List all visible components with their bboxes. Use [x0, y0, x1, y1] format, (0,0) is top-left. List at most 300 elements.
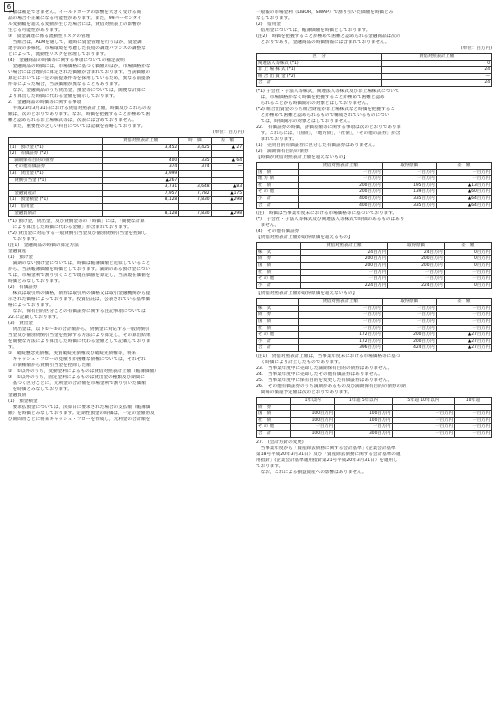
table-cell: 一百万円: [382, 319, 436, 326]
table-cell: (1) 預け金 (*1): [9, 144, 103, 151]
table-cell: 国 債: [257, 169, 299, 176]
table-cell: 債 券: [257, 404, 291, 411]
text-line: まれております。: [256, 136, 297, 142]
table-row: [257, 256, 492, 263]
table-cell: 貸倒引当金 (*1): [9, 177, 103, 184]
table-cell: 一百万円: [392, 417, 454, 424]
table-row: [9, 203, 244, 210]
table-cell: 一百万円: [444, 276, 491, 283]
table-cell: 社 債: [257, 269, 301, 276]
text-line: どによって，流動性リスクを管理しております。: [8, 52, 109, 57]
table-row: [257, 411, 492, 418]
text-line: (4) 金融商品の時価等に関する事項についての補足説明: [8, 58, 125, 63]
table-cell: ▲298: [211, 210, 243, 217]
table-cell: 172百万円: [298, 332, 382, 339]
table-row: [257, 312, 492, 319]
table-cell: 一百万円: [298, 319, 382, 326]
table-cell: 100百万円: [335, 417, 392, 424]
table-cell: (1) 預金積金 (*1): [9, 197, 103, 204]
text-line: ております。: [8, 237, 40, 243]
text-line: 当組合は，ALMを通して，適時に資金管理を行うほか，資金調: [8, 40, 142, 45]
table-cell: 国 債: [257, 319, 299, 326]
column-header: 区 分: [257, 54, 382, 61]
table-cell: 一百万円: [454, 424, 491, 431]
table-cell: 小 計: [257, 338, 299, 345]
table-cell: ▲27百万円: [436, 338, 491, 345]
table-cell: 396百万円: [298, 345, 382, 352]
table-cell: そ の 他: [257, 276, 301, 283]
text-line: す。: [8, 345, 17, 351]
text-line: 24. 当事業年度中に売却したその他有価証券はありません。: [256, 372, 384, 378]
table-cell: 合 計: [257, 202, 299, 209]
table-cell: ▲298: [211, 197, 243, 204]
table-cell: (2) 有価証券 (*2): [9, 151, 103, 158]
table-row: [257, 202, 492, 209]
text-line: 示された価格によっております。投資信託は，公表されている基準価: [8, 297, 151, 303]
table-cell: 一百万円: [454, 411, 491, 418]
table-cell: 一百万円: [291, 424, 335, 431]
table-cell: 組 合 出 資 金 (*2): [257, 73, 382, 80]
table-row: [9, 197, 244, 204]
table-cell: 7,957: [102, 190, 178, 197]
table-cell: ▲64百万円: [436, 195, 491, 202]
text-line: ル変動幅を超える変動が生じた場合には，貸借対照表上の影響が: [8, 22, 142, 27]
text-line: (*2) 貸出金に対応する一般貸倒引当金及び個別貸倒引当金を控除し: [8, 231, 147, 237]
text-line: なお，保有目的区分ごとの有価証券に関する注記事項については: [8, 309, 146, 315]
table-cell: [179, 170, 211, 177]
fair-value-table-wrap: [8, 137, 244, 217]
table-row: [257, 417, 492, 424]
table-row: [9, 144, 244, 151]
closing-text: [256, 440, 492, 476]
table-cell: 一百万円: [298, 312, 382, 319]
table-cell: 24: [382, 67, 492, 74]
table-cell: 0百万円: [444, 249, 491, 256]
left-intro-text: [8, 10, 244, 130]
table-cell: 社 債: [257, 182, 299, 189]
text-line: 2. 金融商品の時価等に関する事項: [8, 100, 82, 105]
text-line: (注1) 金融商品の時価の算定方法: [8, 243, 79, 249]
table-cell: ▲27百万円: [436, 332, 491, 339]
text-line: 第18号平成20年3月31日）及び「資産除去債務に関する会計基準の適: [256, 451, 401, 457]
table-row: [257, 338, 492, 345]
table-cell: 335百万円: [382, 202, 436, 209]
table-cell: 一百万円: [436, 319, 491, 326]
table-header-row: [257, 299, 492, 306]
left-notes-text: [8, 219, 244, 423]
text-line: 23. 当事業年度中に売却した満期保有目的の債券はありません。: [256, 366, 393, 372]
table-cell: 小 計: [257, 282, 301, 289]
text-line: を時価とみなしております。: [8, 387, 72, 393]
column-header: 1年以内: [291, 398, 335, 405]
table-cell: 100百万円: [335, 411, 392, 418]
column-header: 5年超 10年以内: [392, 398, 454, 405]
table-row: [257, 345, 492, 352]
table-cell: 一百万円: [454, 417, 491, 424]
column-header: 取得原価: [382, 162, 436, 169]
maturity-schedule-table: [256, 397, 492, 438]
table-cell: 一百万円: [298, 169, 382, 176]
table-cell: 一百万円: [392, 424, 454, 431]
text-line: (注2) 時価を把握することが極めて困難と認められる金融商品は次の: [256, 34, 401, 39]
afs-over-cost-table: [256, 242, 492, 289]
table-cell: 0百万円: [444, 262, 491, 269]
table-header-row: [257, 243, 492, 250]
table-cell: 200百万円: [382, 332, 436, 339]
table-cell: 一百万円: [436, 312, 491, 319]
text-line: 件等によった場合，当該価額が異なることもあります。: [8, 82, 123, 87]
table-cell: 374: [102, 164, 178, 171]
text-line: 用指針」(企業会計基準適用指針第21号平成20年3月31日）を適用し: [256, 457, 398, 463]
text-line: キャッシュ・フローの見積りが困難な債権については，それぞれ: [8, 357, 146, 363]
text-line: (*) 子会社・子法人等株式及び関連法人等株式で時価のあるものはあり: [256, 217, 405, 223]
text-line: から，当該帳簿価額を時価としております。満期のある預け金につい: [8, 267, 150, 273]
table-cell: そ の 他: [257, 189, 299, 196]
table-row: [257, 269, 492, 276]
table-cell: 3,425: [179, 144, 211, 151]
table-cell: 195百万円: [382, 182, 436, 189]
table-cell: [102, 151, 178, 158]
table-cell: 金融負債計: [9, 210, 103, 217]
text-line: (*1) 預け金，貸出金，及び貸倒金等の「時価」には，「簡便な計算: [8, 219, 145, 225]
table-cell: [291, 404, 335, 411]
table-cell: 一百万円: [382, 312, 436, 319]
text-line: ③ ①以外のうち，固定金利によるものは貸出金の種類及び期間に: [8, 375, 145, 381]
table-cell: 3,648: [179, 184, 211, 191]
table-cell: 3,452: [102, 144, 178, 151]
table-row: [9, 210, 244, 217]
table-cell: 200百万円: [382, 338, 436, 345]
table-row: [257, 325, 492, 332]
table-cell: ▲27百万円: [436, 345, 491, 352]
table-row: [257, 80, 492, 87]
text-line: られることから時価開示の対象とはしておりません。: [256, 100, 372, 106]
right-unit-label: (単位：百万円): [460, 46, 492, 51]
table-header-row: [257, 54, 492, 61]
table-cell: [9, 184, 103, 191]
text-line: は，市場価格がなく時価を把握することが極めて困難と認め: [256, 94, 385, 100]
table-cell: 小 計: [257, 195, 299, 202]
text-line: く時価により計上したものであります。: [256, 360, 343, 366]
table-cell: 139百万円: [382, 189, 436, 196]
text-line: 当金及び個別貸倒引当金を控除する方法により算定し，その算出結果: [8, 333, 151, 339]
table-cell: 一百万円: [392, 431, 454, 438]
table-cell: 一百万円: [388, 276, 444, 283]
text-line: 借用金については，帳簿価額を時価としております。: [256, 28, 371, 33]
table-cell: 株 式: [257, 305, 299, 312]
text-line: 間毎の償還予定額は次のとおりであります。: [256, 390, 353, 396]
table-row: [9, 151, 244, 158]
text-line: ② ①以外のうち，変動金利によるものは貸借対照表計上額（帳簿価額）: [8, 369, 159, 375]
text-line: 金融商品の時価には，市場価格に基づく価額のほか，市場価格がな: [8, 64, 151, 69]
text-line: 22.に記載しております。: [8, 315, 61, 321]
text-line: 22. 有価証券の時価，評価差額等に関する事項は次のとおりでありま: [256, 124, 402, 130]
table-cell: 424百万円: [382, 345, 436, 352]
text-line: なお，金融商品のうち貸出金，預金等については，簡便な計算に: [8, 88, 146, 93]
text-line: により算出した時価に代わる金額」が含まれております。: [8, 225, 132, 231]
table-row: [257, 319, 492, 326]
column-header: 取得原価: [388, 243, 444, 250]
htm-notes-text: [256, 211, 492, 241]
page-number: 6: [4, 2, 14, 12]
table-cell: 400百万円: [298, 195, 382, 202]
text-line: (1) 売買目的有価証券に区分した有価証券はありません。: [256, 142, 378, 148]
table-cell: 社 債: [257, 417, 291, 424]
table-row: [257, 276, 492, 283]
text-line: 金融資産: [8, 249, 27, 255]
table-header-row: [9, 138, 244, 145]
table-cell: [211, 170, 243, 177]
text-line: 貸出金は，以下①～⑤の合計額から，貸倒金に対応する一般貸倒引: [8, 327, 150, 333]
table-cell: 200百万円: [298, 182, 382, 189]
table-cell: 374: [179, 164, 211, 171]
table-cell: 24百万円: [300, 249, 388, 256]
table-cell: [179, 151, 211, 158]
text-line: (2) 有価証券: [8, 285, 38, 291]
text-line: 26. その他有価証券のうち満期があるもの及び満期保有目的の債券の期: [256, 384, 406, 390]
table-cell: 224百万円: [300, 282, 388, 289]
table-cell: 一百万円: [300, 269, 388, 276]
text-line: 【時価が貸借対照表計上額を超えないもの】: [256, 154, 348, 160]
text-line: 満期のない預け金については，時価は帳簿価額と近似していること: [8, 261, 151, 267]
table-cell: 7,830: [179, 210, 211, 217]
table-row: [257, 195, 492, 202]
table-cell: [454, 404, 491, 411]
table-cell: [211, 151, 243, 158]
table-cell: 一百万円: [382, 169, 436, 176]
table-cell: ▲175: [211, 190, 243, 197]
table-cell: 一百万円: [388, 269, 444, 276]
table-cell: 債 券: [257, 312, 299, 319]
table-row: [257, 332, 492, 339]
column-header: [257, 398, 291, 405]
column-header: 貸借対照表計上額: [298, 299, 382, 306]
table-cell: 一百万円: [436, 176, 491, 183]
text-line: 27. (会計方針の変更): [256, 439, 304, 445]
column-header: 差 額: [211, 138, 243, 145]
column-header: 10年超: [454, 398, 491, 405]
column-header: 差 額: [444, 243, 491, 250]
held-to-maturity-table: [256, 162, 492, 209]
table-cell: 社 債: [257, 325, 299, 332]
text-line: ク量は補足できません。イールドカーブの影響を大きく受ける商: [8, 10, 142, 15]
table-row: [257, 189, 492, 196]
table-cell: 国 債: [257, 262, 301, 269]
table-cell: 100百万円: [291, 417, 335, 424]
table-cell: ▲267: [102, 177, 178, 184]
table-cell: —: [382, 73, 492, 80]
column-header: 1年超 5年以内: [335, 398, 392, 405]
column-header: [257, 162, 299, 169]
table-cell: 3,999: [102, 170, 178, 177]
unlisted-notes-text: [256, 89, 492, 161]
table-cell: 一百万円: [392, 411, 454, 418]
text-line: 平成23年3月31日における貸借対照表計上額，時価及びこれらの差: [8, 106, 152, 111]
text-line: を簡便な方法により算出した時価に代わる金額として記載しておりま: [8, 339, 151, 345]
table-cell: 200百万円: [388, 262, 444, 269]
table-cell: —: [211, 164, 243, 171]
table-row: [257, 169, 492, 176]
table-cell: 地 方 債: [257, 176, 299, 183]
table-cell: 8,128: [102, 210, 178, 217]
table-cell: 200百万円: [388, 256, 444, 263]
text-line: (1) 預金積金: [8, 399, 38, 405]
text-line: 算定においては一定の前提条件等を採用しているため，異なる前提条: [8, 76, 151, 81]
text-line: ① 破綻懸念先債権，実質破綻先債権及び破綻先債権等，将来: [8, 351, 137, 357]
table-cell: そ の 他: [257, 332, 299, 339]
table-row: [257, 182, 492, 189]
text-line: び期間帯ごとに将来キャッシュ・フローを作成し，元利金の合計額を: [8, 417, 151, 423]
text-line: (注1) 貸借対照表計上額は，当事業年度末における市場価格等に基づ: [256, 354, 401, 360]
text-line: より算出した時価に代わる金額を開示しております。: [8, 94, 118, 99]
text-line: ません。: [256, 223, 280, 229]
table-row: [257, 305, 492, 312]
table-cell: 0百万円: [444, 256, 491, 263]
text-line: とおりであり，金融商品の時価情報には含まれておりません。: [256, 40, 390, 45]
maturity-table-wrap: [256, 397, 492, 438]
table-cell: 一百万円: [454, 431, 491, 438]
text-line: 金融負債: [8, 393, 27, 399]
table-cell: 224百万円: [388, 282, 444, 289]
text-line: (*1) 子会社・子法人等株式，関連法人等株式及び非上場株式について: [256, 88, 400, 94]
table-cell: 300百万円: [335, 431, 392, 438]
table-cell: 100百万円: [291, 431, 335, 438]
text-line: 【貸借対照表計上額が取得原価を超えるもの】: [256, 235, 353, 241]
table-cell: 一百万円: [382, 325, 436, 332]
column-header: 貸借対照表計上額: [382, 54, 492, 61]
table-cell: 債 券: [257, 256, 301, 263]
right-intro-text: [256, 10, 492, 46]
table-row: [257, 249, 492, 256]
table-cell: 100百万円: [291, 411, 335, 418]
afs-under-table-wrap: [256, 298, 492, 352]
table-cell: 一百万円: [298, 305, 382, 312]
table-cell: 国 債: [257, 411, 291, 418]
table-cell: [102, 203, 178, 210]
text-line: (1) 預け金: [8, 255, 33, 261]
column-header: 貸借対照表計上額: [300, 243, 388, 250]
left-unit-label: (単位：百万円): [212, 130, 244, 135]
table-cell: 一百万円: [436, 305, 491, 312]
column-header: [257, 243, 301, 250]
column-header: 貸借対照表計上額: [298, 162, 382, 169]
text-line: 一般報の市場金利（LIBOR，SWAP）で割り引いた価額を時価とみ: [256, 10, 394, 15]
text-line: なお，これによる損益資産への影響はありません。: [256, 469, 367, 475]
table-cell: 400百万円: [298, 202, 382, 209]
table-cell: 335百万円: [382, 195, 436, 202]
table-row: [257, 431, 492, 438]
column-header: 貸借対照表計上額: [102, 138, 178, 145]
afs-under-cost-table: [256, 298, 492, 352]
table-cell: 合 計: [257, 345, 299, 352]
table-cell: 172百万円: [298, 338, 382, 345]
text-line: (注) 時価は当事業年度末における市場価格等に基づいております。: [256, 211, 398, 217]
table-cell: 非 上 場 株 式 (*1): [257, 67, 382, 74]
column-header: 差 額: [436, 299, 491, 306]
right-column: [256, 10, 492, 476]
text-line: ております。: [256, 463, 284, 469]
table-row: [257, 282, 492, 289]
table-row: [9, 184, 244, 191]
table-cell: 0: [382, 60, 492, 67]
table-cell: 一百万円: [300, 276, 388, 283]
text-line: 当事業年度から「資産除去債務に関する会計基準」(企業会計基準: [256, 445, 396, 451]
table-cell: 0百万円: [444, 282, 491, 289]
text-line: (2) 借用金: [256, 22, 281, 27]
text-line: 要求払預金については，決算日に要求された場合の支払額（帳簿価: [8, 405, 151, 411]
table-cell: 24: [382, 80, 492, 87]
text-line: (2) 満期保有目的の債券: [256, 148, 309, 154]
table-row: [9, 190, 244, 197]
table-header-row: [257, 162, 492, 169]
table-header-row: [257, 398, 492, 405]
table-cell: 一百万円: [444, 269, 491, 276]
table-cell: ▲ 27: [211, 144, 243, 151]
table-cell: ▲60百万円: [436, 189, 491, 196]
table-cell: ▲64百万円: [436, 202, 491, 209]
afs-notes-text: [256, 354, 492, 396]
table-cell: 8,128: [102, 197, 178, 204]
text-line: す。これらには，「国債」，「地方債」，「社債」，「その他の証券」が含: [256, 130, 401, 136]
table-cell: 200百万円: [298, 189, 382, 196]
table-row: [257, 67, 492, 74]
table-cell: 200百万円: [300, 262, 388, 269]
table-row: [9, 177, 244, 184]
table-cell: ▲83: [211, 184, 243, 191]
table-cell: 一百万円: [298, 176, 382, 183]
table-cell: 関連法人等株式 (*1): [257, 60, 382, 67]
table-cell: 一百万円: [382, 176, 436, 183]
text-line: ては，市場金利で割り引くことで現在価値を算定し，当該現在価値を: [8, 273, 151, 279]
text-line: (3) 貸出金: [8, 321, 33, 327]
table-cell: 一百万円: [298, 325, 382, 332]
table-cell: ▲13百万円: [436, 182, 491, 189]
text-line: 格によっております。: [8, 303, 54, 309]
table-cell: 7,830: [179, 197, 211, 204]
text-line: 品の場合不正確になる可能性があります。また，99パーセンタイ: [8, 16, 142, 21]
text-line: 25. 当事業年度中に保有目的を変更した有価証券はありません。: [256, 378, 393, 384]
text-line: 額）を時価とみなしております。定期性預金の時価は，一定の金額帯及: [8, 411, 155, 417]
table-cell: 7,782: [179, 190, 211, 197]
text-line: 達手段の多様化，市場環境を考慮した長短の調達バランスの調整な: [8, 46, 146, 51]
column-header: [9, 138, 103, 145]
text-line: 難と認められる非上場株式等は，次表には含めておりません。: [8, 118, 137, 123]
text-line: の債権額から貸倒引当金を控除した額: [8, 363, 91, 369]
table-cell: 一百万円: [436, 169, 491, 176]
table-cell: 金融資産計: [9, 190, 103, 197]
table-row: [257, 424, 492, 431]
table-cell: 3,731: [102, 184, 178, 191]
table-cell: 合 計: [257, 431, 291, 438]
table-cell: 一百万円: [436, 325, 491, 332]
table-cell: (2) 借用金: [9, 203, 103, 210]
text-line: ては，時価開示の対象とはしておりません。: [256, 118, 353, 124]
column-header: 時 価: [179, 138, 211, 145]
text-line: 株式は取引所の価格，債券は取引所の価格又は取引金融機関から提: [8, 291, 151, 297]
table-row: [257, 73, 492, 80]
table-row: [257, 262, 492, 269]
table-row: [257, 60, 492, 67]
column-header: 差 額: [436, 162, 491, 169]
table-cell: 335: [179, 157, 211, 164]
fair-value-table: [8, 137, 244, 217]
table-cell: 一百万円: [382, 305, 436, 312]
text-line: (4) その他有価証券: [256, 229, 300, 235]
table-cell: [335, 404, 392, 411]
table-row: [257, 176, 492, 183]
table-cell: 株 式: [257, 249, 301, 256]
table-cell: その他有価証券: [9, 164, 103, 171]
